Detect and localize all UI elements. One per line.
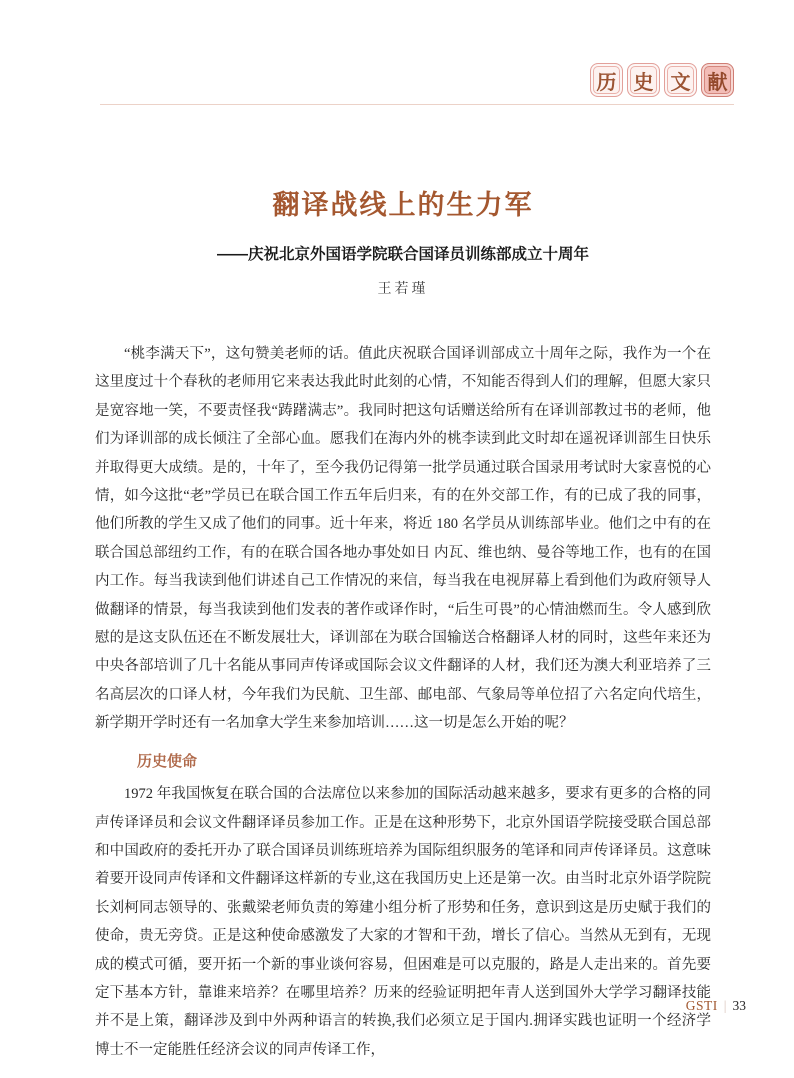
article-content bbox=[95, 183, 711, 1064]
header-category-badge bbox=[590, 63, 734, 97]
page-footer bbox=[686, 998, 746, 1014]
badge-char-xian: 献 bbox=[701, 63, 734, 97]
journal-name: GSTI bbox=[685, 998, 718, 1013]
section-heading: 历史使命 bbox=[137, 752, 198, 770]
page-title: 翻译战线上的生力军 bbox=[272, 190, 534, 220]
article-body bbox=[95, 340, 711, 1064]
badge-char-li: 历 bbox=[590, 63, 623, 97]
article-subtitle: ——庆祝北京外国语学院联合国译员训练部成立十周年 bbox=[216, 246, 589, 263]
badge-char-shi: 史 bbox=[627, 63, 660, 97]
footer-divider: | bbox=[723, 998, 727, 1013]
intro-paragraph: “桃李满天下”，这句赞美老师的话。值此庆祝联合国译训部成立十周年之际，我作为一个在这里度过十个春秋的老师用它来表达我此时此刻的心情，不知能否得到人们的理解，但愿大家只是宽容地一笑，不要责怪我“踌躇满志”。我同时把这句话赠送给所有在译训部教过书的老师，他们为译训部的成长倾注了全部心血。愿我们在海内外的桃李读到此文时却在遥祝译训部生日快乐并取得更大成绩。是的，十年了，至今我仍记得第一批学员通过联合国录用考试时大家喜悦的心情，如今这批“老”学员已在联合国工作五年后归来，有的在外交部工作，有的已成了我的同事，他们所教的学生又成了他们的同事。近十年来，将近 180 名学员从训练部毕业。他们之中有的在联合国总部纽约工作，有的在联合国各地办事处如日 内瓦、维也纳、曼谷等地工作，也有的在国内工作。每当我读到他们讲述自己工作情况的来信，每当我在电视屏幕上看到他们为政府领导人做翻译的情景，每当我读到他们发表的著作或译作时，“后生可畏”的心情油燃而生。令人感到欣慰的是这支队伍还在不断发展壮大，译训部在为联合国输送合格翻译人材的同时，这些年来还为中央各部培训了几十名能从事同声传译或国际会议文件翻译的人材，我们还为澳大利亚培养了三名高层次的口译人材，今年我们为民航、卫生部、邮电部、气象局等单位招了六名定向代培生，新学期开学时还有一名加拿大学生来参加培训……这一切是怎么开始的呢？ bbox=[95, 346, 711, 732]
author-name: 王若瑾 bbox=[377, 282, 429, 297]
badge-char-wen: 文 bbox=[664, 63, 697, 97]
section-paragraph: 1972 年我国恢复在联合国的合法席位以来参加的国际活动越来越多，要求有更多的合格的同声传译译员和会议文件翻译译员参加工作。正是在这种形势下，北京外国语学院接受联合国总部和中国政府的委托开办了联合国译员训练班培养为国际组织服务的笔译和同声传译译员。这意味着要开设同声传译和文件翻译这样新的专业,这在我国历史上还是第一次。由当时北京外语学院院长刘柯同志领导的、张戴梁老师负责的筹建小组分析了形势和任务，意识到这是历史赋于我们的使命，贵无旁贷。正是这种使命感激发了大家的才智和干劲，增长了信心。当然从无到有，无现成的模式可循，要开拓一个新的事业谈何容易，但困难是可以克服的，路是人走出来的。首先要定下基本方针，靠谁来培养？在哪里培养？历来的经验证明把年青人送到国外大学学习翻译技能并不是上策，翻译涉及到中外两种语言的转换,我们必须立足于国内.拥译实践也证明一个经济学博士不一定能胜任经济会议的同声传译工作， bbox=[95, 786, 711, 1058]
page-number: 33 bbox=[732, 998, 746, 1013]
header-divider bbox=[100, 104, 734, 105]
